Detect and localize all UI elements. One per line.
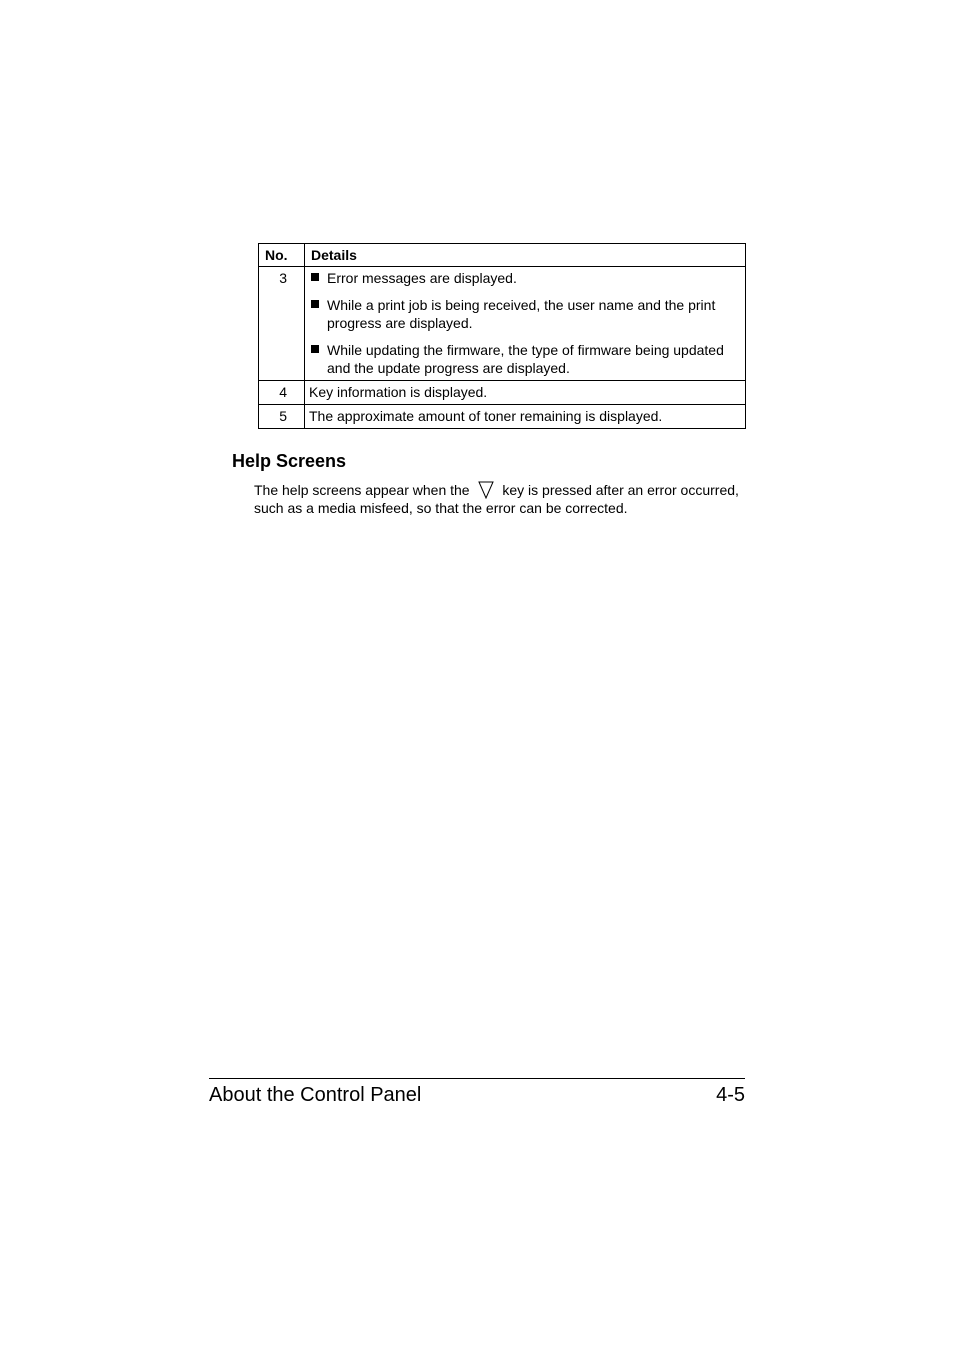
row-number: 5 bbox=[259, 405, 305, 429]
column-header-details: Details bbox=[305, 244, 746, 267]
section-heading-help-screens: Help Screens bbox=[232, 451, 347, 471]
list-item bbox=[309, 269, 739, 287]
list-item-text: Error messages are displayed. bbox=[327, 270, 517, 286]
details-table bbox=[258, 243, 746, 429]
down-triangle-key-icon bbox=[478, 481, 494, 499]
list-item-text: While a print job is being received, the user name and the print progress are displayed. bbox=[327, 297, 716, 331]
list-item bbox=[309, 296, 739, 332]
list-item bbox=[309, 341, 739, 377]
square-bullet-icon bbox=[311, 273, 319, 281]
table-header-row bbox=[259, 244, 746, 267]
square-bullet-icon bbox=[311, 300, 319, 308]
help-screens-description bbox=[254, 481, 754, 517]
description-text-end: key is pressed after an error occurred, such as a media misfeed, so that the error can be corrected. bbox=[254, 482, 739, 516]
description-text-start: The help screens appear when the bbox=[254, 482, 470, 498]
bullet-list bbox=[309, 269, 739, 377]
column-header-no: No. bbox=[259, 244, 305, 267]
row-details bbox=[305, 267, 746, 381]
table-row bbox=[259, 267, 746, 381]
row-number: 4 bbox=[259, 381, 305, 405]
table-row bbox=[259, 381, 746, 405]
square-bullet-icon bbox=[311, 345, 319, 353]
table-row bbox=[259, 405, 746, 429]
row-details: The approximate amount of toner remaining is displayed. bbox=[305, 405, 746, 429]
row-number: 3 bbox=[259, 267, 305, 381]
row-details: Key information is displayed. bbox=[305, 381, 746, 405]
footer-divider bbox=[209, 1078, 745, 1079]
footer-chapter-title: About the Control Panel bbox=[209, 1084, 422, 1106]
list-item-text: While updating the firmware, the type of firmware being updated and the update progress are displayed. bbox=[327, 342, 724, 376]
footer-page-number: 4-5 bbox=[716, 1084, 745, 1106]
